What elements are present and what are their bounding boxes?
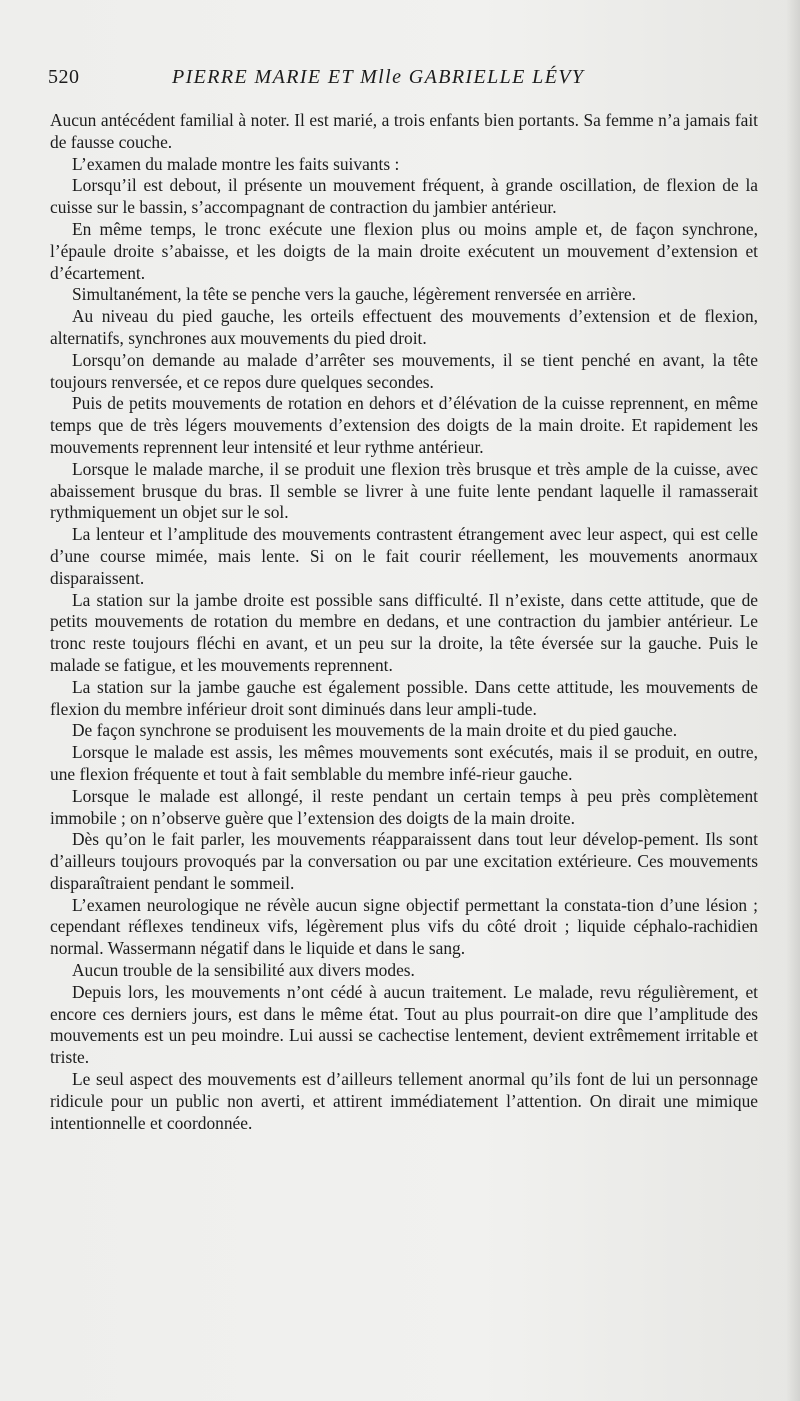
paragraph: Aucun antécédent familial à noter. Il est marié, a trois enfants bien portants. Sa femme n’a jamais fait de fausse couche. [50, 110, 758, 152]
paragraph: La station sur la jambe gauche est également possible. Dans cette attitude, les mouvements de flexion du membre inférieur droit sont diminués dans leur ampli-tude. [50, 676, 758, 719]
paragraph: Aucun trouble de la sensibilité aux divers modes. [72, 960, 415, 981]
body-text [50, 110, 758, 1134]
paragraph: De façon synchrone se produisent les mouvements de la main droite et du pied gauche. [72, 720, 678, 741]
paragraph: Lorsqu’il est debout, il présente un mouvement fréquent, à grande oscillation, de flexion de la cuisse sur le bassin, s’accompagnant de contraction du jambier antérieur. [50, 175, 758, 218]
paragraph: Puis de petits mouvements de rotation en dehors et d’élévation de la cuisse reprennent, en même temps que de très légers mouvements d’extension des doigts de la main droite. Et rapidement les mouvements reprennent leur intensité et leur rythme antérieur. [50, 393, 758, 457]
page-header [48, 66, 768, 96]
paragraph: La station sur la jambe droite est possible sans difficulté. Il n’existe, dans cette attitude, que de petits mouvements de rotation du membre en dedans, et une contraction du jambier antérieur. Le tronc reste toujours fléchi en avant, et un peu sur la droite, la tête éversée sur la gauche. Puis le malade se fatigue, et les mouvements reprennent. [50, 589, 758, 675]
paragraph: La lenteur et l’amplitude des mouvements contrastent étrangement avec leur aspect, qui est celle d’une course mimée, mais lente. Si on le fait courir réellement, les mouvements anormaux disparaissent. [50, 524, 758, 588]
page-edge-shadow [786, 0, 800, 1401]
paragraph: Le seul aspect des mouvements est d’ailleurs tellement anormal qu’ils font de lui un personnage ridicule pour un public non averti, et attirent immédiatement l’attention. On dirait une mimique intentionnelle et coordonnée. [50, 1069, 758, 1133]
paragraph: Dès qu’on le fait parler, les mouvements réapparaissent dans tout leur dévelop-pement. Ils sont d’ailleurs toujours provoqués par la conversation ou par une excitation extérieure. Ces mouvements disparaîtraient pendant le sommeil. [50, 829, 758, 893]
paragraph: Depuis lors, les mouvements n’ont cédé à aucun traitement. Le malade, revu régulièrement, et encore ces derniers jours, est dans le même état. Tout au plus pourrait-on dire que l’amplitude des mouvements est un peu moindre. Lui aussi se cachectise lentement, devient extrêmement irritable et triste. [50, 981, 758, 1068]
paragraph: L’examen neurologique ne révèle aucun signe objectif permettant la constata-tion d’une lésion ; cependant réflexes tendineux vifs, légèrement plus vifs du côté droit ; liquide céphalo-rachidien normal. Wassermann négatif dans le liquide et dans le sang. [50, 894, 758, 959]
paragraph: Au niveau du pied gauche, les orteils effectuent des mouvements d’extension et de flexion, alternatifs, synchrones aux mouvements du pied droit. [50, 306, 758, 348]
paragraph: Lorsqu’on demande au malade d’arrêter ses mouvements, il se tient penché en avant, la tête toujours renversée, et ce repos dure quelques secondes. [50, 349, 758, 392]
page-number: 520 [48, 66, 80, 88]
paragraph: Lorsque le malade est assis, les mêmes mouvements sont exécutés, mais il se produit, en outre, une flexion fréquente et tout à fait semblable du membre infé-rieur gauche. [50, 742, 758, 784]
running-head: PIERRE MARIE ET Mlle GABRIELLE LÉVY [172, 66, 585, 88]
paragraph: Lorsque le malade marche, il se produit une flexion très brusque et très ample de la cuisse, avec abaissement brusque du bras. Il semble se livrer à une fuite lente pendant laquelle il ramasserait rythmiquement un objet sur le sol. [50, 458, 758, 523]
paragraph: En même temps, le tronc exécute une flexion plus ou moins ample et, de façon synchrone, l’épaule droite s’abaisse, et les doigts de la main droite exécutent un mouvement d’extension et d’écartement. [50, 218, 758, 283]
paragraph: Simultanément, la tête se penche vers la gauche, légèrement renversée en arrière. [72, 284, 636, 305]
paragraph: Lorsque le malade est allongé, il reste pendant un certain temps à peu près complètement immobile ; on n’observe guère que l’extension des doigts de la main droite. [50, 785, 758, 828]
paragraph: L’examen du malade montre les faits suivants : [72, 153, 400, 174]
